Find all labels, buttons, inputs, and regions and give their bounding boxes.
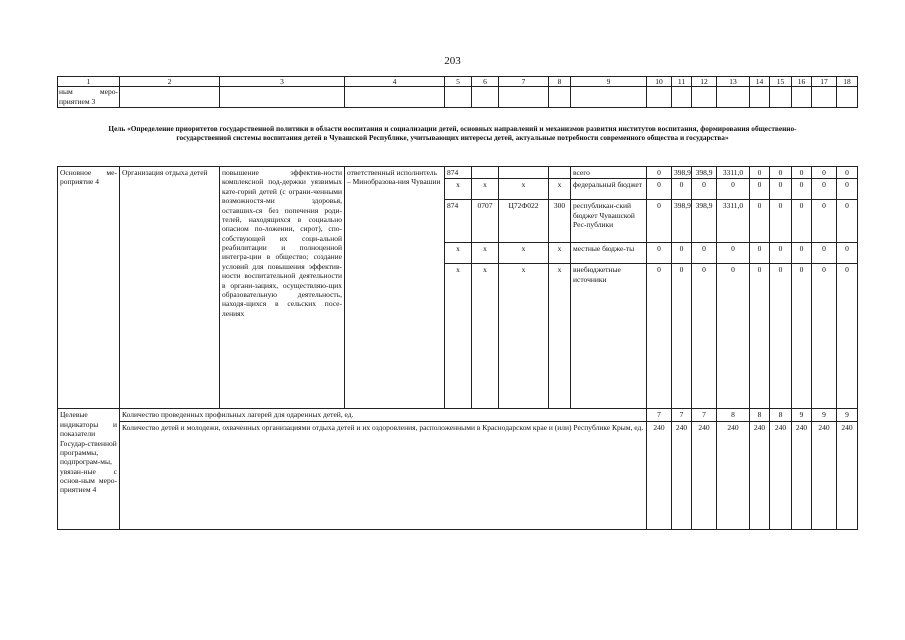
- event-title-cell: Организация отдыха детей: [120, 167, 220, 409]
- target-article-cell: Ц72Ф022: [499, 200, 549, 243]
- indicator-value-cell: 7: [692, 409, 717, 421]
- year-value-cell: 3311,0: [717, 167, 750, 179]
- expense-type-cell: [549, 167, 571, 179]
- year-value-cell: 0: [837, 200, 858, 243]
- finance-source-cell: республикан-ский бюджет Чувашской Рес-публики: [571, 200, 647, 243]
- year-value-cell: 0: [770, 200, 792, 243]
- year-value-cell: 398,9: [672, 200, 692, 243]
- indicator-value-cell: 240: [837, 421, 858, 529]
- year-value-cell: 0: [812, 200, 837, 243]
- event-table: [57, 166, 858, 530]
- finance-source-cell: местные бюдже-ты: [571, 243, 647, 264]
- year-value-cell: 0: [672, 243, 692, 264]
- column-number-3: 3: [220, 77, 345, 87]
- indicator-value-cell: 240: [692, 421, 717, 529]
- indicator-row: [58, 421, 858, 529]
- year-value-cell: 398,9: [692, 200, 717, 243]
- indicator-value-cell: 240: [770, 421, 792, 529]
- section-code-cell: 0707: [472, 200, 499, 243]
- column-number-10: 10: [647, 77, 672, 87]
- year-value-cell: 0: [750, 200, 770, 243]
- year-value-cell: 0: [837, 243, 858, 264]
- year-value-cell: 0: [647, 264, 672, 409]
- year-value-cell: 0: [672, 264, 692, 409]
- column-number-5: 5: [445, 77, 472, 87]
- expense-type-cell: 300: [549, 200, 571, 243]
- indicator-value-cell: 9: [792, 409, 812, 421]
- indicator-value-cell: 7: [647, 409, 672, 421]
- indicator-value-cell: 240: [717, 421, 750, 529]
- previous-event-row: [58, 87, 858, 108]
- column-number-7: 7: [499, 77, 549, 87]
- grbs-code-cell: 874: [445, 167, 472, 179]
- year-value-cell: 0: [770, 264, 792, 409]
- grbs-code-cell: 874: [445, 200, 472, 243]
- year-value-cell: 0: [792, 200, 812, 243]
- year-value-cell: 398,9: [692, 167, 717, 179]
- year-value-cell: 0: [792, 167, 812, 179]
- expense-type-cell: x: [549, 179, 571, 200]
- finance-row: [58, 167, 858, 179]
- year-value-cell: 0: [692, 264, 717, 409]
- indicator-text-cell: Количество детей и молодежи, охваченных организациями отдыха детей и их оздоровления, расположенными в Краснодарском крае и (или) Республике Крым, ед.: [120, 421, 647, 529]
- previous-event-label: ным меро-приятием 3: [58, 87, 120, 108]
- indicator-value-cell: 9: [837, 409, 858, 421]
- indicator-value-cell: 8: [717, 409, 750, 421]
- year-value-cell: 0: [792, 264, 812, 409]
- finance-source-cell: федеральный бюджет: [571, 179, 647, 200]
- event-goal-cell: повышение эффектив-ности комплексной под-держки уязвимых кате-горий детей (с ограни-ченными возможностя-ми здоровья, оставших-ся без попечения роди-телей, находящихся в социально опасном по-ложении, сирот), спо-собствующей их соци-альной реабилитации и полноценной интегра-ции в общество; создание условий для повышения эффектив-ности воспитательной деятельности в органи-зациях, осуществляю-щих образовательную деятельность, находя-щихся в сельских посе-лениях: [220, 167, 345, 409]
- year-value-cell: 0: [647, 167, 672, 179]
- grbs-code-cell: x: [445, 264, 472, 409]
- column-number-17: 17: [812, 77, 837, 87]
- target-article-cell: x: [499, 243, 549, 264]
- year-value-cell: 0: [672, 179, 692, 200]
- grbs-code-cell: x: [445, 179, 472, 200]
- target-article-cell: x: [499, 179, 549, 200]
- goal-heading: Цель «Определение приоритетов государственной политики в области воспитания и социализации детей, основных направлений и механизмов развития институтов воспитания, формирования общественно-государственной системы воспитания детей в Чувашской Республике, учитывающих интересы детей, актуальные потребности современного общества и государства»: [108, 124, 797, 143]
- finance-source-cell: всего: [571, 167, 647, 179]
- year-value-cell: 0: [770, 243, 792, 264]
- column-number-11: 11: [672, 77, 692, 87]
- column-number-15: 15: [770, 77, 792, 87]
- column-number-18: 18: [837, 77, 858, 87]
- year-value-cell: 0: [647, 243, 672, 264]
- year-value-cell: 0: [837, 179, 858, 200]
- year-value-cell: 0: [812, 243, 837, 264]
- indicator-value-cell: 8: [770, 409, 792, 421]
- year-value-cell: 0: [692, 243, 717, 264]
- indicator-value-cell: 7: [672, 409, 692, 421]
- indicator-value-cell: 240: [750, 421, 770, 529]
- page-number: 203: [444, 55, 461, 67]
- column-number-8: 8: [549, 77, 571, 87]
- year-value-cell: 0: [770, 167, 792, 179]
- indicator-row: [58, 409, 858, 421]
- column-number-1: 1: [58, 77, 120, 87]
- column-number-9: 9: [571, 77, 647, 87]
- indicator-text-cell: Количество проведенных профильных лагерей для одаренных детей, ед.: [120, 409, 647, 421]
- year-value-cell: 0: [750, 179, 770, 200]
- column-number-14: 14: [750, 77, 770, 87]
- year-value-cell: 0: [750, 243, 770, 264]
- column-number-4: 4: [345, 77, 445, 87]
- year-value-cell: 0: [692, 179, 717, 200]
- indicator-value-cell: 240: [672, 421, 692, 529]
- year-value-cell: 398,9: [672, 167, 692, 179]
- year-value-cell: 0: [717, 179, 750, 200]
- section-code-cell: x: [472, 243, 499, 264]
- year-value-cell: 0: [750, 264, 770, 409]
- year-value-cell: 0: [792, 243, 812, 264]
- year-value-cell: 0: [837, 167, 858, 179]
- indicator-value-cell: 240: [647, 421, 672, 529]
- year-value-cell: 0: [792, 179, 812, 200]
- indicator-value-cell: 240: [812, 421, 837, 529]
- header-table: [57, 76, 858, 108]
- expense-type-cell: x: [549, 264, 571, 409]
- column-number-row: [58, 77, 858, 87]
- indicator-value-cell: 9: [812, 409, 837, 421]
- year-value-cell: 3311,0: [717, 200, 750, 243]
- section-code-cell: [472, 167, 499, 179]
- expense-type-cell: x: [549, 243, 571, 264]
- year-value-cell: 0: [750, 167, 770, 179]
- column-number-16: 16: [792, 77, 812, 87]
- indicators-label-cell: Целевые индикаторы и показатели Государ-ственной программы, подпрограм-мы, увязан-ные с основ-ным меро-приятием 4: [58, 409, 120, 529]
- year-value-cell: 0: [717, 264, 750, 409]
- year-value-cell: 0: [647, 179, 672, 200]
- column-number-6: 6: [472, 77, 499, 87]
- event-executor-cell: ответственный исполнитель – Минобразова-ния Чувашии: [345, 167, 445, 409]
- column-number-13: 13: [717, 77, 750, 87]
- section-code-cell: x: [472, 264, 499, 409]
- year-value-cell: 0: [812, 179, 837, 200]
- target-article-cell: [499, 167, 549, 179]
- finance-source-cell: внебюджетные источники: [571, 264, 647, 409]
- target-article-cell: x: [499, 264, 549, 409]
- year-value-cell: 0: [717, 243, 750, 264]
- indicator-value-cell: 8: [750, 409, 770, 421]
- year-value-cell: 0: [647, 200, 672, 243]
- year-value-cell: 0: [812, 264, 837, 409]
- year-value-cell: 0: [837, 264, 858, 409]
- indicator-value-cell: 240: [792, 421, 812, 529]
- section-code-cell: x: [472, 179, 499, 200]
- year-value-cell: 0: [812, 167, 837, 179]
- event-name-cell: Основное ме-роприятие 4: [58, 167, 120, 409]
- year-value-cell: 0: [770, 179, 792, 200]
- column-number-2: 2: [120, 77, 220, 87]
- grbs-code-cell: x: [445, 243, 472, 264]
- column-number-12: 12: [692, 77, 717, 87]
